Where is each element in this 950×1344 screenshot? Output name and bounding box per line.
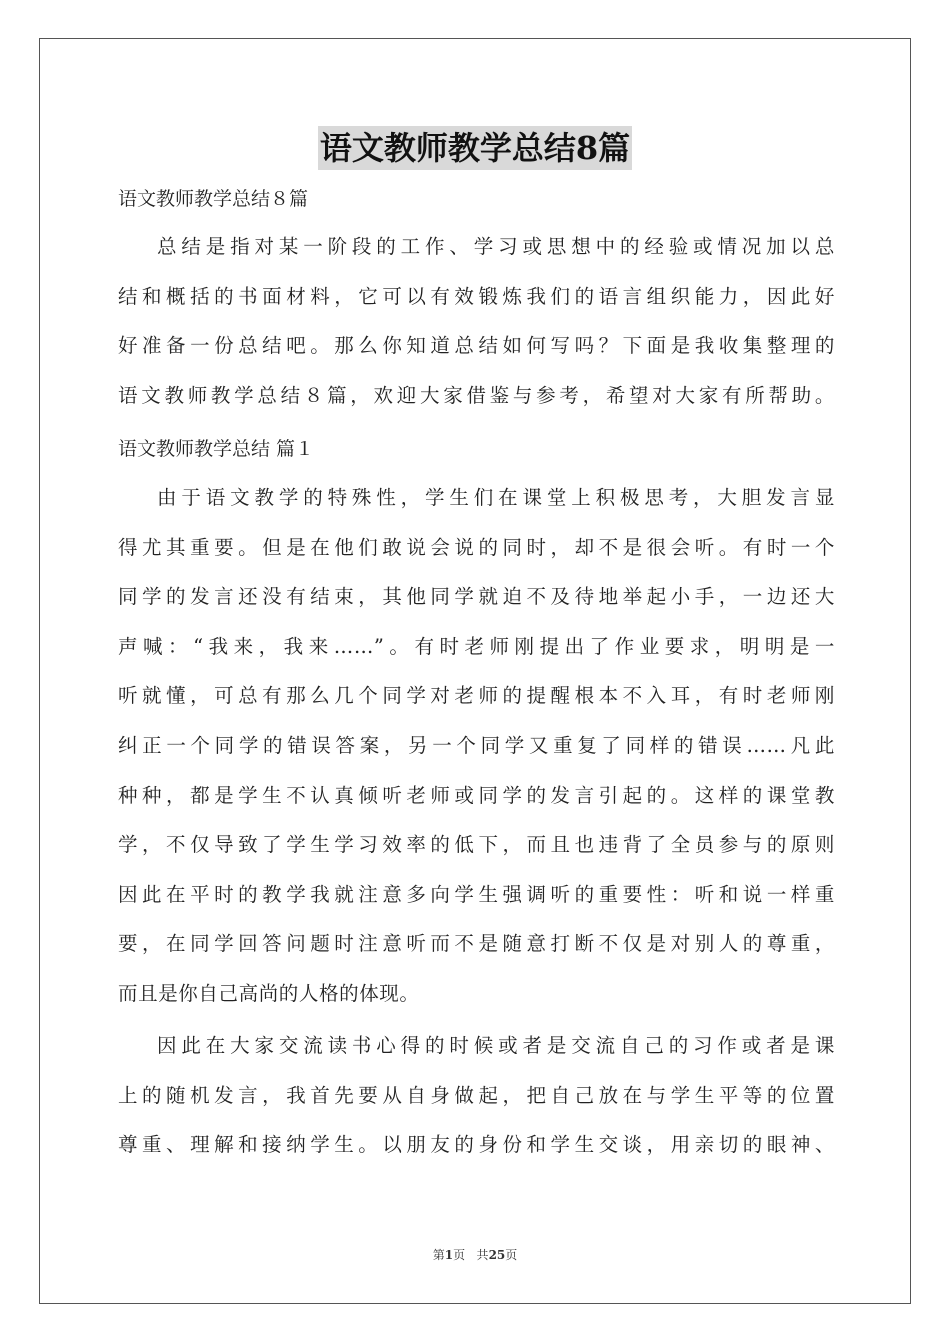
body-line: 因此在平时的教学我就注意多向学生强调听的重要性：听和说一样重 <box>118 882 835 906</box>
body-line: 同学的发言还没有结束，其他同学就迫不及待地举起小手，一边还大 <box>118 585 835 609</box>
body-line: 尊重、理解和接纳学生。以朋友的身份和学生交谈，用亲切的眼神、 <box>118 1133 835 1157</box>
intro-line: 结和概括的书面材料，它可以有效锻炼我们的语言组织能力，因此好 <box>118 284 835 308</box>
intro-line: 语文教师教学总结８篇，欢迎大家借鉴与参考，希望对大家有所帮助。 <box>118 383 835 407</box>
body-line: 而且是你自己高尚的人格的体现。 <box>118 981 420 1005</box>
body-line: 得尤其重要。但是在他们敢说会说的同时，却不是很会听。有时一个 <box>118 535 835 559</box>
intro-line: 好准备一份总结吧。那么你知道总结如何写吗？下面是我收集整理的 <box>118 334 835 358</box>
body-line: 学，不仅导致了学生学习效率的低下，而且也违背了全员参与的原则 <box>118 833 835 857</box>
intro-line: 总结是指对某一阶段的工作、学习或思想中的经验或情况加以总 <box>157 235 835 258</box>
intro-paragraph <box>118 222 835 420</box>
body-line: 听就懂，可总有那么几个同学对老师的提醒根本不入耳，有时老师刚 <box>118 684 835 708</box>
page-prefix: 第 <box>432 1248 445 1262</box>
body-line: 要，在同学回答问题时注意听而不是随意打断不仅是对别人的尊重， <box>118 932 835 956</box>
document-title: 语文教师教学总结8篇 <box>318 126 632 170</box>
total-pages: 25 <box>488 1248 506 1262</box>
body-paragraph-2 <box>118 1021 835 1170</box>
body-line: 因此在大家交流读书心得的时候或者是交流自己的习作或者是课 <box>157 1034 835 1057</box>
body-line: 由于语文教学的特殊性，学生们在课堂上积极思考，大胆发言显 <box>157 486 835 509</box>
page-suffix: 页 <box>453 1248 466 1262</box>
body-line: 种种，都是学生不认真倾听老师或同学的发言引起的。这样的课堂教 <box>118 783 835 807</box>
body-line: 上的随机发言，我首先要从自身做起，把自己放在与学生平等的位置 <box>118 1083 835 1107</box>
body-line: 纠正一个同学的错误答案，另一个同学又重复了同样的错误……凡此 <box>118 733 835 757</box>
page-footer <box>0 1246 950 1263</box>
total-prefix: 共 <box>476 1248 489 1262</box>
title-container <box>0 126 950 170</box>
body-line: 声喊：“我来，我来……”。有时老师刚提出了作业要求，明明是一 <box>118 634 835 658</box>
total-suffix: 页 <box>505 1248 518 1262</box>
section-heading: 语文教师教学总结 篇１ <box>118 438 315 460</box>
document-subtitle: 语文教师教学总结８篇 <box>118 188 309 210</box>
body-paragraph-1 <box>118 473 835 1019</box>
page-number: 1 <box>444 1248 454 1262</box>
